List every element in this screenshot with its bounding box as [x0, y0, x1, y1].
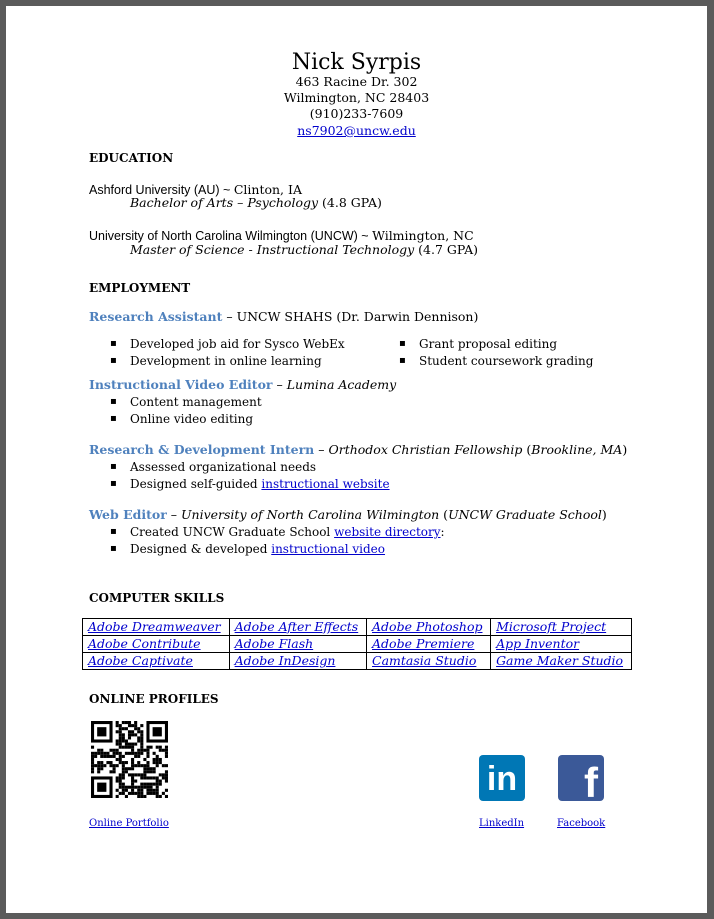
degree: Master of Science - Instructional Technology [130, 242, 415, 257]
skill-link[interactable]: Adobe Captivate [88, 653, 193, 668]
linkedin-icon[interactable]: in [479, 755, 525, 801]
skill-link[interactable]: Adobe Photoshop [372, 619, 483, 634]
name: Nick Syrpis [291, 50, 422, 75]
school: University of North Carolina Wilmington (UNCW) ~ [89, 229, 373, 243]
skill-link[interactable]: Adobe Dreamweaver [88, 619, 221, 634]
job-title: Research Assistant – UNCW SHAHS (Dr. Darwin Dennison) [89, 309, 479, 324]
instructional-video-link[interactable]: instructional video [271, 542, 386, 556]
bullet: ▪ Designed & developed instructional video [130, 542, 385, 556]
phone: (910)233-7609 [309, 106, 404, 121]
skill-link[interactable]: Game Maker Studio [496, 653, 624, 668]
resume-page [6, 6, 707, 913]
bullet: ▪ Assessed organizational needs [130, 460, 316, 474]
bullet: ▪ Content management [130, 395, 262, 409]
table-row [83, 619, 632, 636]
qr-code-icon[interactable] [91, 721, 168, 798]
email-link[interactable]: ns7902@uncw.edu [297, 123, 416, 138]
address-line-1: 463 Racine Dr. 302 [295, 74, 418, 89]
job-title: Web Editor – University of North Carolina Wilmington (UNCW Graduate School) [89, 507, 607, 522]
skill-link[interactable]: Adobe Flash [234, 636, 314, 651]
school-location: Clinton, IA [233, 182, 302, 197]
bullet: ▪ Created UNCW Graduate School website directory: [130, 525, 445, 539]
skill-link[interactable]: App Inventor [496, 636, 580, 651]
degree: Bachelor of Arts – Psychology [130, 195, 319, 210]
facebook-icon[interactable]: f [558, 755, 604, 801]
school: Ashford University (AU) ~ [89, 183, 234, 197]
table-row [83, 653, 632, 670]
skill-link[interactable]: Adobe After Effects [234, 619, 359, 634]
bullet: ▪ Online video editing [130, 412, 253, 426]
skill-link[interactable]: Camtasia Studio [372, 653, 477, 668]
education-heading: EDUCATION [89, 151, 174, 165]
website-directory-link[interactable]: website directory [334, 525, 441, 539]
skill-link[interactable]: Adobe Premiere [372, 636, 475, 651]
facebook-link[interactable]: Facebook [557, 818, 606, 829]
job-title: Research & Development Intern – Orthodox Christian Fellowship (Brookline, MA) [89, 442, 628, 457]
gpa: (4.8 GPA) [318, 195, 382, 210]
job-title: Instructional Video Editor – Lumina Academy [89, 377, 397, 392]
bullet: ▪ Development in online learning [130, 354, 322, 368]
linkedin-link[interactable]: LinkedIn [479, 818, 525, 829]
online-profiles-heading: ONLINE PROFILES [89, 692, 219, 706]
skill-link[interactable]: Microsoft Project [496, 619, 607, 634]
bullet: ▪ Student coursework grading [419, 354, 593, 368]
online-portfolio-link[interactable]: Online Portfolio [89, 818, 169, 829]
instructional-website-link[interactable]: instructional website [261, 477, 390, 491]
table-row [83, 636, 632, 653]
bullet: ▪ Designed self-guided instructional website [130, 477, 390, 491]
skill-link[interactable]: Adobe InDesign [234, 653, 336, 668]
address-line-2: Wilmington, NC 28403 [283, 90, 430, 105]
bullet: ▪ Developed job aid for Sysco WebEx [130, 337, 345, 351]
computer-skills-heading: COMPUTER SKILLS [89, 591, 225, 605]
gpa: (4.7 GPA) [414, 242, 479, 257]
skill-link[interactable]: Adobe Contribute [88, 636, 201, 651]
skills-table [82, 618, 632, 670]
bullet: ▪ Grant proposal editing [419, 337, 557, 351]
employment-heading: EMPLOYMENT [89, 281, 191, 295]
school-location: Wilmington, NC [372, 228, 474, 243]
